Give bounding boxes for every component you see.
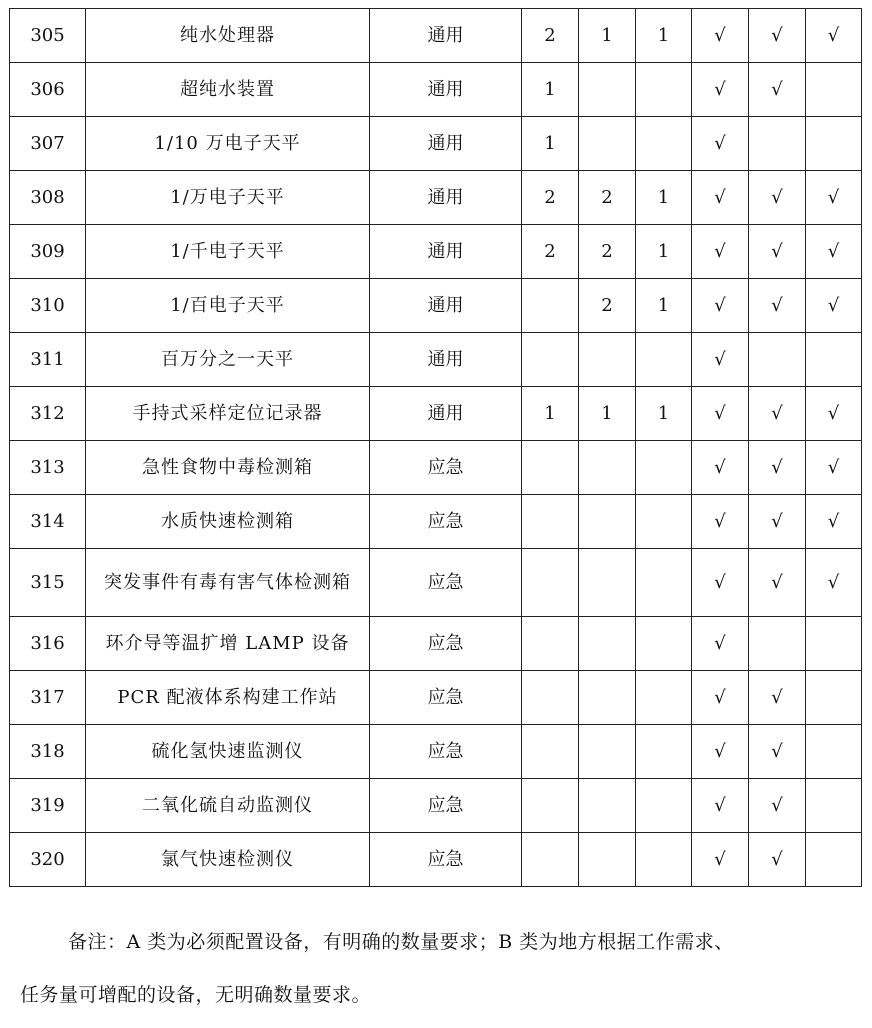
cell-count-1 — [522, 441, 579, 495]
cell-count-2: 2 — [579, 171, 636, 225]
table-row — [10, 725, 862, 779]
cell-number: 313 — [10, 441, 86, 495]
equipment-table — [9, 8, 862, 887]
cell-equipment-name: 水质快速检测箱 — [86, 495, 370, 549]
cell-count-2 — [579, 617, 636, 671]
cell-category: 应急 — [370, 617, 522, 671]
cell-check-1: √ — [692, 549, 749, 617]
cell-check-2: √ — [749, 171, 806, 225]
cell-check-1: √ — [692, 63, 749, 117]
cell-check-3 — [806, 63, 862, 117]
cell-count-1 — [522, 725, 579, 779]
cell-count-1 — [522, 617, 579, 671]
cell-check-3: √ — [806, 225, 862, 279]
cell-check-1: √ — [692, 779, 749, 833]
cell-count-3 — [636, 63, 692, 117]
table-row — [10, 171, 862, 225]
cell-category: 通用 — [370, 225, 522, 279]
cell-number: 307 — [10, 117, 86, 171]
remark-line-2: 任务量可增配的设备，无明确数量要求。 — [20, 984, 372, 1006]
cell-category: 通用 — [370, 333, 522, 387]
cell-check-3: √ — [806, 387, 862, 441]
cell-number: 318 — [10, 725, 86, 779]
cell-count-1 — [522, 495, 579, 549]
cell-check-1: √ — [692, 441, 749, 495]
cell-category: 通用 — [370, 9, 522, 63]
cell-category: 应急 — [370, 833, 522, 887]
cell-check-1: √ — [692, 495, 749, 549]
cell-count-2 — [579, 671, 636, 725]
cell-check-1: √ — [692, 671, 749, 725]
cell-count-2 — [579, 495, 636, 549]
cell-check-1: √ — [692, 279, 749, 333]
cell-check-1: √ — [692, 9, 749, 63]
cell-check-2: √ — [749, 779, 806, 833]
cell-count-2: 2 — [579, 225, 636, 279]
table-row — [10, 779, 862, 833]
cell-category: 应急 — [370, 779, 522, 833]
cell-equipment-name: 纯水处理器 — [86, 9, 370, 63]
table-row — [10, 333, 862, 387]
cell-count-1 — [522, 779, 579, 833]
cell-count-1 — [522, 671, 579, 725]
cell-count-3 — [636, 725, 692, 779]
cell-check-1: √ — [692, 333, 749, 387]
cell-check-2: √ — [749, 9, 806, 63]
cell-category: 通用 — [370, 171, 522, 225]
cell-check-1: √ — [692, 617, 749, 671]
table-row — [10, 279, 862, 333]
cell-count-3: 1 — [636, 279, 692, 333]
cell-count-2 — [579, 833, 636, 887]
table-row — [10, 495, 862, 549]
cell-equipment-name: 百万分之一天平 — [86, 333, 370, 387]
cell-category: 应急 — [370, 441, 522, 495]
cell-number: 317 — [10, 671, 86, 725]
cell-equipment-name: 突发事件有毒有害气体检测箱 — [86, 549, 370, 617]
table-body — [10, 9, 862, 887]
cell-check-2: √ — [749, 671, 806, 725]
cell-number: 319 — [10, 779, 86, 833]
cell-count-2 — [579, 117, 636, 171]
cell-check-3: √ — [806, 171, 862, 225]
cell-count-3: 1 — [636, 387, 692, 441]
cell-category: 通用 — [370, 117, 522, 171]
cell-count-1: 2 — [522, 225, 579, 279]
cell-equipment-name: 1/10 万电子天平 — [86, 117, 370, 171]
cell-check-3 — [806, 725, 862, 779]
cell-equipment-name: 手持式采样定位记录器 — [86, 387, 370, 441]
cell-count-3 — [636, 833, 692, 887]
remark-line-1: 备注：A 类为必须配置设备，有明确的数量要求；B 类为地方根据工作需求、 — [68, 931, 734, 953]
cell-count-1 — [522, 549, 579, 617]
cell-equipment-name: 急性食物中毒检测箱 — [86, 441, 370, 495]
cell-category: 通用 — [370, 63, 522, 117]
cell-count-1: 1 — [522, 117, 579, 171]
cell-check-3 — [806, 117, 862, 171]
cell-check-1: √ — [692, 225, 749, 279]
cell-category: 通用 — [370, 387, 522, 441]
table-row — [10, 387, 862, 441]
cell-check-3: √ — [806, 441, 862, 495]
cell-check-1: √ — [692, 117, 749, 171]
cell-count-3: 1 — [636, 225, 692, 279]
cell-count-3 — [636, 671, 692, 725]
cell-equipment-name: 1/万电子天平 — [86, 171, 370, 225]
table-row — [10, 549, 862, 617]
cell-check-1: √ — [692, 387, 749, 441]
cell-check-1: √ — [692, 725, 749, 779]
table-row — [10, 117, 862, 171]
cell-count-2 — [579, 779, 636, 833]
cell-equipment-name: PCR 配液体系构建工作站 — [86, 671, 370, 725]
cell-count-2: 1 — [579, 387, 636, 441]
cell-equipment-name: 超纯水装置 — [86, 63, 370, 117]
cell-count-2 — [579, 441, 636, 495]
cell-check-2: √ — [749, 63, 806, 117]
cell-number: 312 — [10, 387, 86, 441]
cell-check-2: √ — [749, 279, 806, 333]
cell-check-2: √ — [749, 441, 806, 495]
cell-check-1: √ — [692, 171, 749, 225]
cell-number: 309 — [10, 225, 86, 279]
cell-equipment-name: 硫化氢快速监测仪 — [86, 725, 370, 779]
cell-number: 305 — [10, 9, 86, 63]
cell-number: 308 — [10, 171, 86, 225]
cell-count-2 — [579, 725, 636, 779]
cell-number: 310 — [10, 279, 86, 333]
cell-category: 应急 — [370, 725, 522, 779]
cell-check-2: √ — [749, 387, 806, 441]
cell-equipment-name: 二氧化硫自动监测仪 — [86, 779, 370, 833]
cell-count-3: 1 — [636, 171, 692, 225]
cell-number: 314 — [10, 495, 86, 549]
cell-count-2 — [579, 63, 636, 117]
table-row — [10, 225, 862, 279]
cell-check-3: √ — [806, 549, 862, 617]
cell-count-2: 2 — [579, 279, 636, 333]
cell-check-3 — [806, 833, 862, 887]
cell-equipment-name: 1/千电子天平 — [86, 225, 370, 279]
cell-check-2: √ — [749, 833, 806, 887]
table-row — [10, 671, 862, 725]
cell-count-1: 2 — [522, 171, 579, 225]
cell-count-1: 1 — [522, 387, 579, 441]
cell-count-1 — [522, 333, 579, 387]
cell-number: 320 — [10, 833, 86, 887]
cell-check-2: √ — [749, 225, 806, 279]
cell-check-1: √ — [692, 833, 749, 887]
cell-check-3 — [806, 671, 862, 725]
cell-category: 应急 — [370, 495, 522, 549]
cell-number: 316 — [10, 617, 86, 671]
cell-check-2 — [749, 117, 806, 171]
table-row — [10, 9, 862, 63]
cell-check-2 — [749, 333, 806, 387]
cell-count-1: 2 — [522, 9, 579, 63]
cell-count-2 — [579, 333, 636, 387]
cell-count-3 — [636, 779, 692, 833]
cell-count-3 — [636, 117, 692, 171]
cell-number: 315 — [10, 549, 86, 617]
cell-count-1 — [522, 279, 579, 333]
cell-check-2 — [749, 617, 806, 671]
cell-count-3 — [636, 549, 692, 617]
cell-category: 通用 — [370, 279, 522, 333]
cell-number: 306 — [10, 63, 86, 117]
cell-number: 311 — [10, 333, 86, 387]
cell-count-3 — [636, 333, 692, 387]
cell-check-3 — [806, 617, 862, 671]
cell-count-2 — [579, 549, 636, 617]
cell-check-3: √ — [806, 279, 862, 333]
table-row — [10, 617, 862, 671]
cell-check-2: √ — [749, 549, 806, 617]
cell-check-3 — [806, 333, 862, 387]
cell-category: 应急 — [370, 549, 522, 617]
cell-equipment-name: 1/百电子天平 — [86, 279, 370, 333]
cell-count-3 — [636, 441, 692, 495]
cell-equipment-name: 环介导等温扩增 LAMP 设备 — [86, 617, 370, 671]
table-row — [10, 441, 862, 495]
cell-count-3: 1 — [636, 9, 692, 63]
cell-check-2: √ — [749, 725, 806, 779]
cell-check-3 — [806, 779, 862, 833]
cell-count-1 — [522, 833, 579, 887]
cell-count-3 — [636, 495, 692, 549]
cell-count-1: 1 — [522, 63, 579, 117]
cell-check-3: √ — [806, 495, 862, 549]
table-row — [10, 833, 862, 887]
cell-count-2: 1 — [579, 9, 636, 63]
cell-equipment-name: 氯气快速检测仪 — [86, 833, 370, 887]
cell-check-2: √ — [749, 495, 806, 549]
table-row — [10, 63, 862, 117]
cell-count-3 — [636, 617, 692, 671]
cell-check-3: √ — [806, 9, 862, 63]
cell-category: 应急 — [370, 671, 522, 725]
